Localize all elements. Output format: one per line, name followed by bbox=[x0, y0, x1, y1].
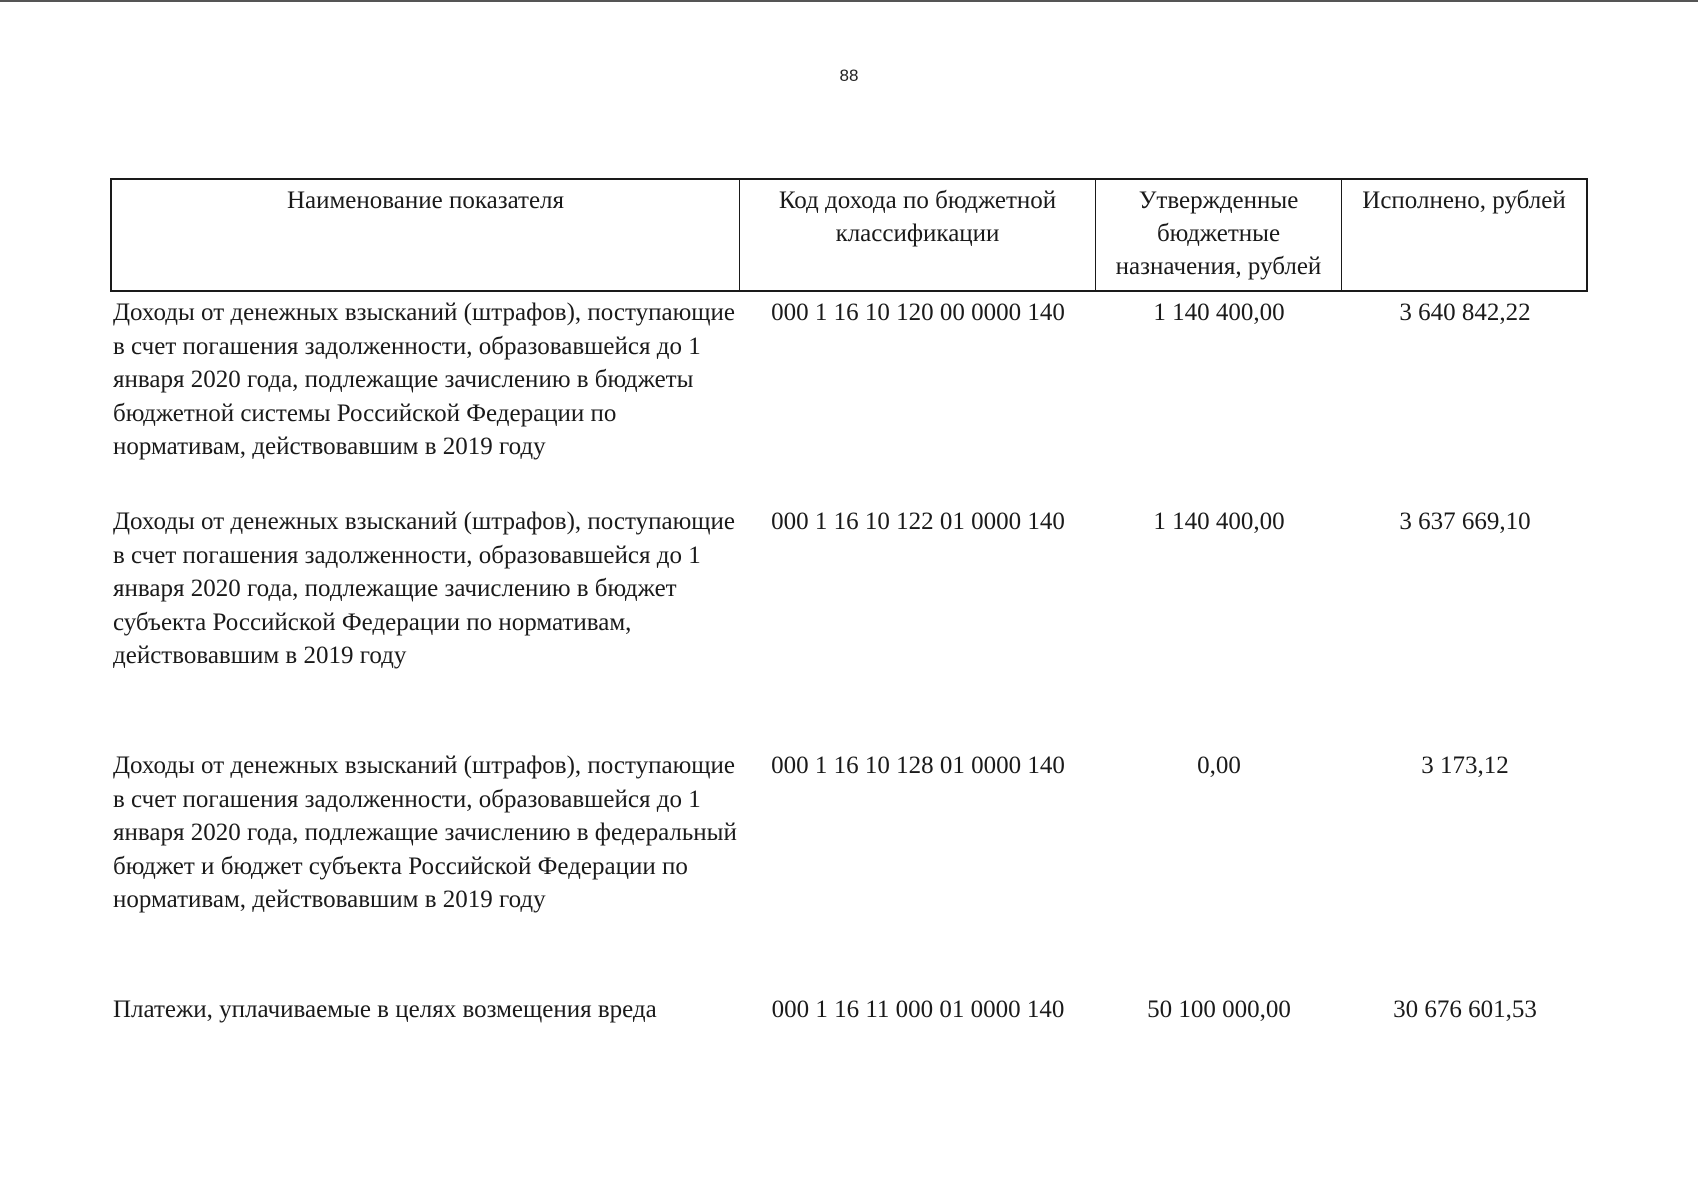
table-row bbox=[112, 993, 1588, 1053]
row-executed: 3 640 842,22 bbox=[1399, 299, 1531, 326]
row-code: 000 1 16 11 000 01 0000 140 bbox=[771, 996, 1065, 1023]
row-approved: 1 140 400,00 bbox=[1153, 299, 1285, 326]
row-approved: 1 140 400,00 bbox=[1153, 508, 1285, 535]
header-name: Наименование показателя bbox=[112, 180, 740, 290]
table-header bbox=[110, 178, 1588, 292]
header-code: Код дохода по бюджетной классификации bbox=[740, 180, 1096, 290]
row-executed: 3 637 669,10 bbox=[1399, 508, 1531, 535]
header-approved: Утвержденные бюджетные назначения, рублей bbox=[1096, 180, 1342, 290]
row-name: Платежи, уплачиваемые в целях возмещения вреда bbox=[113, 996, 657, 1023]
table-row bbox=[112, 749, 1588, 993]
table-row bbox=[112, 296, 1588, 505]
row-name: Доходы от денежных взысканий (штрафов), поступающие в счет погашения задолженности, образовавшейся до 1 января 2020 года, подлежащие зачислению в федеральный бюджет и бюджет субъекта Российской Федерации по нормативам, действовавшим в 2019 году bbox=[113, 752, 737, 913]
table-body bbox=[112, 296, 1588, 1053]
row-approved: 0,00 bbox=[1197, 752, 1241, 779]
row-name: Доходы от денежных взысканий (штрафов), поступающие в счет погашения задолженности, образовавшейся до 1 января 2020 года, подлежащие зачислению в бюджеты бюджетной системы Российской Федерации по нормативам, действовавшим в 2019 году bbox=[113, 299, 735, 460]
row-executed: 3 173,12 bbox=[1421, 752, 1509, 779]
header-executed: Исполнено, рублей bbox=[1362, 187, 1566, 214]
row-name: Доходы от денежных взысканий (штрафов), поступающие в счет погашения задолженности, образовавшейся до 1 января 2020 года, подлежащие зачислению в бюджет субъекта Российской Федерации по нормативам, действовавшим в 2019 году bbox=[113, 508, 735, 669]
table-row bbox=[112, 505, 1588, 749]
page-number: 88 bbox=[839, 66, 859, 85]
row-executed: 30 676 601,53 bbox=[1393, 996, 1537, 1023]
row-code: 000 1 16 10 122 01 0000 140 bbox=[771, 508, 1065, 535]
row-code: 000 1 16 10 128 01 0000 140 bbox=[771, 752, 1065, 779]
row-code: 000 1 16 10 120 00 0000 140 bbox=[771, 299, 1065, 326]
scan-edge-line bbox=[0, 0, 1698, 2]
row-approved: 50 100 000,00 bbox=[1147, 996, 1291, 1023]
